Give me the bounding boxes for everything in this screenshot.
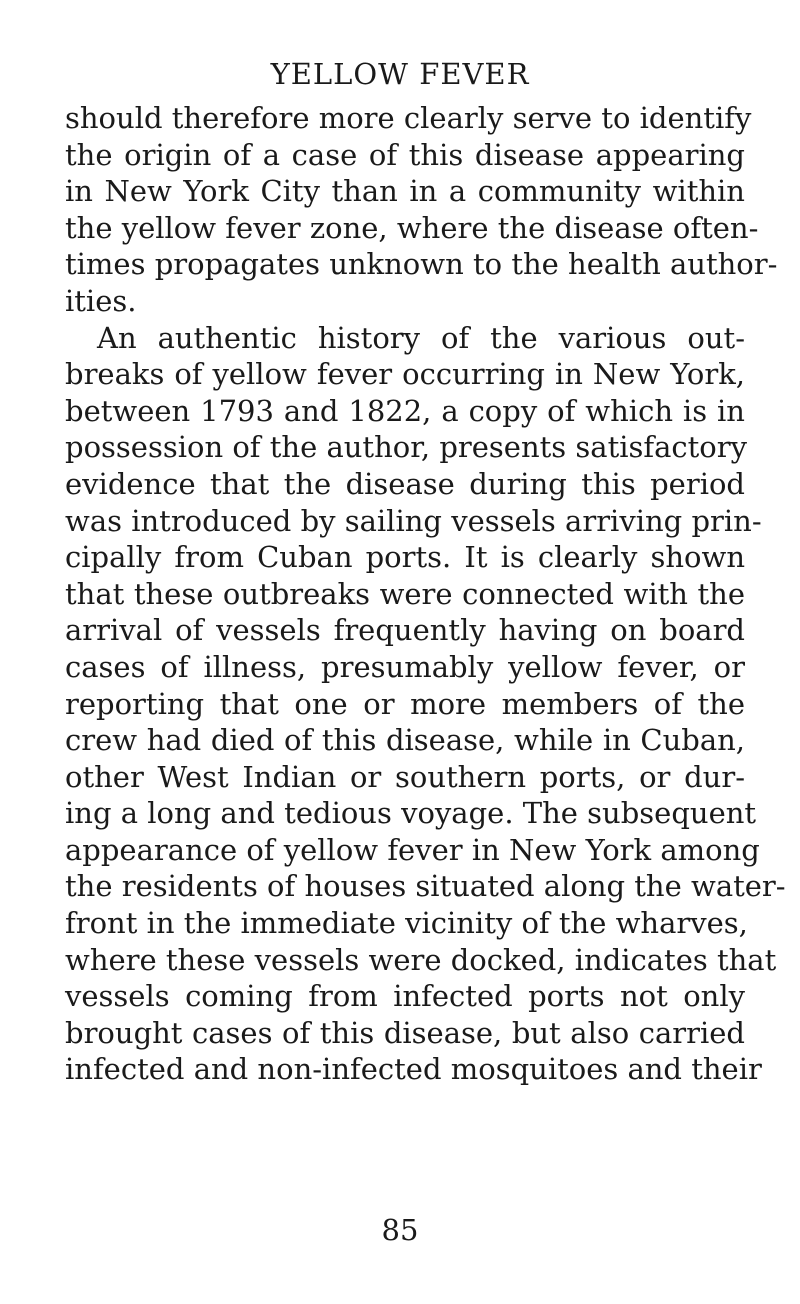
- text-line: possession of the author, presents satisfactory: [65, 430, 748, 465]
- body-text: [65, 100, 786, 1088]
- text-line: between 1793 and 1822, a copy of which is in: [65, 393, 745, 428]
- text-line: the yellow fever zone, where the disease often-: [65, 210, 759, 245]
- running-head: YELLOW FEVER: [270, 57, 530, 91]
- text-line: front in the immediate vicinity of the wharves,: [65, 906, 748, 941]
- text-line: where these vessels were docked, indicates that: [65, 942, 777, 977]
- text-line: crew had died of this disease, while in Cuban,: [65, 723, 745, 758]
- text-line: ing a long and tedious voyage. The subsequent: [65, 796, 757, 831]
- text-line: vessels coming from infected ports not only: [65, 979, 745, 1014]
- text-line: arrival of vessels frequently having on board: [65, 613, 745, 648]
- text-line: that these outbreaks were connected with the: [65, 576, 745, 611]
- text-line: cipally from Cuban ports. It is clearly shown: [65, 540, 745, 575]
- text-line: appearance of yellow fever in New York among: [65, 832, 760, 867]
- text-line: cases of illness, presumably yellow fever, or: [65, 649, 745, 684]
- text-line: the residents of houses situated along the water-: [65, 869, 786, 904]
- paragraph: [65, 320, 786, 1088]
- text-line: evidence that the disease during this period: [65, 466, 745, 501]
- text-line: was introduced by sailing vessels arriving prin-: [65, 503, 762, 538]
- text-line: An authentic history of the various out-: [97, 320, 745, 355]
- text-line: times propagates unknown to the health author-: [65, 247, 778, 282]
- text-line: breaks of yellow fever occurring in New York,: [65, 357, 745, 392]
- text-line: infected and non-infected mosquitoes and their: [65, 1052, 762, 1087]
- page-number: 85: [381, 1213, 419, 1247]
- text-line: the origin of a case of this disease appearing: [65, 137, 745, 172]
- text-line: brought cases of this disease, but also carried: [65, 1015, 745, 1050]
- text-line: ities.: [65, 283, 137, 318]
- text-line: in New York City than in a community within: [65, 174, 745, 209]
- text-line: other West Indian or southern ports, or dur-: [65, 759, 745, 794]
- text-line: should therefore more clearly serve to identify: [65, 101, 752, 135]
- text-line: reporting that one or more members of the: [65, 686, 745, 721]
- paragraph: [65, 100, 778, 320]
